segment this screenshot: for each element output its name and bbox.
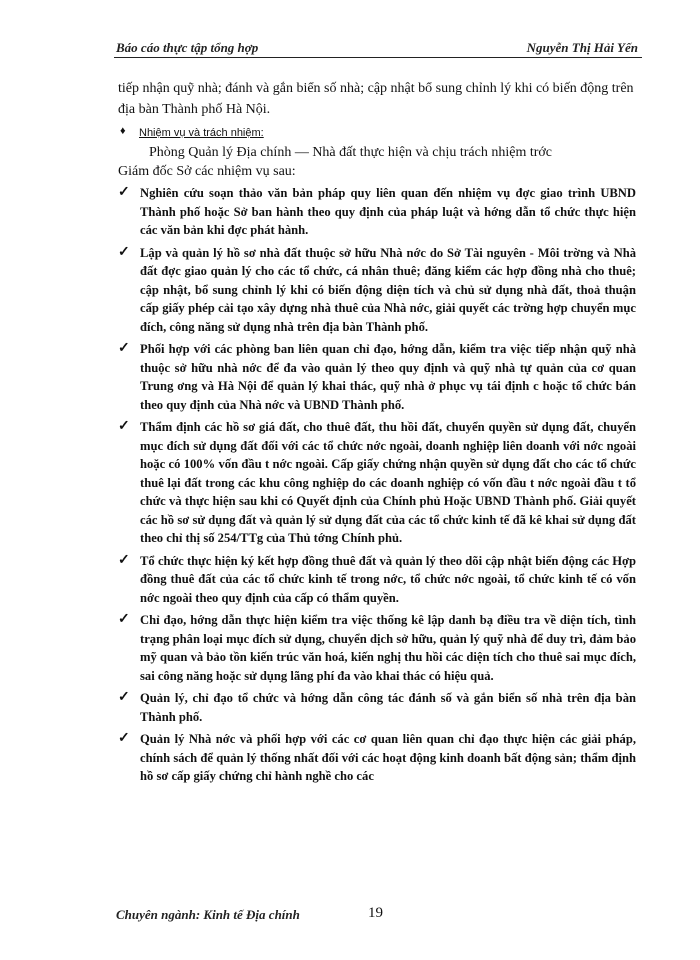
checkmark-icon: ✓ [118,690,130,705]
header-report-title: Báo cáo thực tập tổng hợp [116,40,259,55]
duty-item [118,552,636,608]
section-heading [118,123,636,141]
duty-text: Phối hợp với các phòng ban liên quan chỉ đạo, hớng dẫn, kiểm tra việc tiếp nhận quỹ nhà thuộc sở hữu nhà nớc để đa vào quản lý theo quy định và quỹ nhà tự quản của cơ quan Trung ơng và Hà Nội để quản lý khai thác, quỹ nhà ở phục vụ tái định c hoặc tổ chức bán theo quy định của Nhà nớc và UBND Thành phố. [140,342,636,412]
duty-text: Thẩm định các hồ sơ giá đất, cho thuê đất, thu hồi đất, chuyển quyền sử dụng đất, chuyển mục đích sử dụng đất đối với các tổ chức nớc ngoài, doanh nghiệp liên doanh với nớc ngoài hoặc có 100% vốn đầu t nớc ngoài. Cấp giấy chứng nhận quyền sử dụng đất cho các tổ chức thuê lại đất trong các khu công nghiệp do các doanh nghiệp có vốn đầu t nớc ngoài đầu t tổ chức và thực hiện sau khi có Quyết định của Chính phủ Hoặc UBND Thành phố. Giải quyết các hồ sơ sử dụng đất và quản lý sử dụng đất của các tổ chức kinh tế đã kê khai sử dụng đất theo chỉ thị số 254/TTg của Thủ tớng Chính phủ. [140,420,636,545]
duty-item [118,611,636,685]
checkmark-icon: ✓ [118,552,130,568]
lead-second-line: Giám đốc Sở các nhiệm vụ sau: [118,164,296,179]
duties-list [118,184,636,786]
checkmark-icon: ✓ [118,341,130,356]
duty-text: Quản lý Nhà nớc và phối hợp với các cơ quan liên quan chỉ đạo thực hiện các giải pháp, chính sách để quản lý thống nhất đối với các hoạt động kinh doanh bất động sản; thẩm định hồ sơ cấp giấy chứng chỉ hành nghề cho các [140,732,636,783]
duty-text: Quản lý, chỉ đạo tổ chức và hớng dẫn công tác đánh số và gắn biển số nhà trên địa bàn Thành phố. [140,691,636,724]
checkmark-icon: ✓ [118,612,130,627]
duty-text: Lập và quản lý hồ sơ nhà đất thuộc sở hữu Nhà nớc do Sở Tài nguyên - Môi trờng và Nhà đất đợc giao quản lý cho các tổ chức, cá nhân thuê; đăng kiểm các hợp đồng nhà cho thuê; cập nhật, bổ sung chỉnh lý khi có biến động diện tích và chủ sử dụng nhà đất, thoả thuận cấp giấy phép cải tạo xây dựng nhà thuê của Nhà nớc, giải quyết các trờng hợp chuyển mục đích, công năng sử dụng nhà trên địa bàn Thành phố. [140,245,636,334]
duty-item [118,689,636,726]
duty-item [118,184,636,240]
duty-text: Chỉ đạo, hớng dẫn thực hiện kiểm tra việc thống kê lập danh bạ điều tra về diện tích, tình trạng phân loại mục đích sử dụng, chuyển dịch sở hữu, quản lý quỹ nhà để duy trì, đảm bảo mỹ quan và bảo tồn kiến trúc văn hoá, kiến nghị thu hồi các diện tích cho thuê sai mục đích, sai công năng hoặc sử dụng lãng phí đa vào khai thác có hiệu quả. [140,613,636,683]
duty-item [118,244,636,337]
checkmark-icon: ✓ [118,419,130,434]
duty-item [118,340,636,414]
duty-text: Nghiên cứu soạn thảo văn bản pháp quy liên quan đến nhiệm vụ đợc giao trình UBND Thành phố hoặc Sở ban hành theo quy định của pháp luật và hớng dẫn tổ chức thực hiện các văn bản khi đợc phát hành. [140,186,636,237]
checkmark-icon: ✓ [118,731,130,746]
lead-paragraph [118,143,636,181]
checkmark-icon: ✓ [118,244,130,260]
footer-major: Chuyên ngành: Kinh tế Địa chính [116,907,300,922]
duty-text: Tổ chức thực hiện ký kết hợp đồng thuê đất và quản lý theo dõi cập nhật biến động các Hợp đồng thuê đất của các tổ chức kinh tế trong nớc, tổ chức nớc ngoài, tổ chức kinh tế có vốn nớc ngoài theo quy định của cấp có thẩm quyền. [140,553,636,605]
checkmark-icon: ✓ [118,185,130,200]
diamond-bullet-icon: ♦ [120,125,126,137]
section-title: Nhiệm vụ và trách nhiệm: [139,127,264,139]
duty-item [118,418,636,548]
header-author-name: Nguyễn Thị Hải Yến [526,40,638,55]
header-divider [114,57,642,58]
page-content [118,78,636,790]
lead-first-line: Phòng Quản lý Địa chính — Nhà đất thực hiện và chịu trách nhiệm trớc [149,145,552,160]
page-number: 19 [368,905,383,921]
duty-item [118,730,636,786]
intro-paragraph: tiếp nhận quỹ nhà; đánh và gắn biển số nhà; cập nhật bổ sung chỉnh lý khi có biến động trên địa bàn Thành phố Hà Nội. [118,81,634,117]
